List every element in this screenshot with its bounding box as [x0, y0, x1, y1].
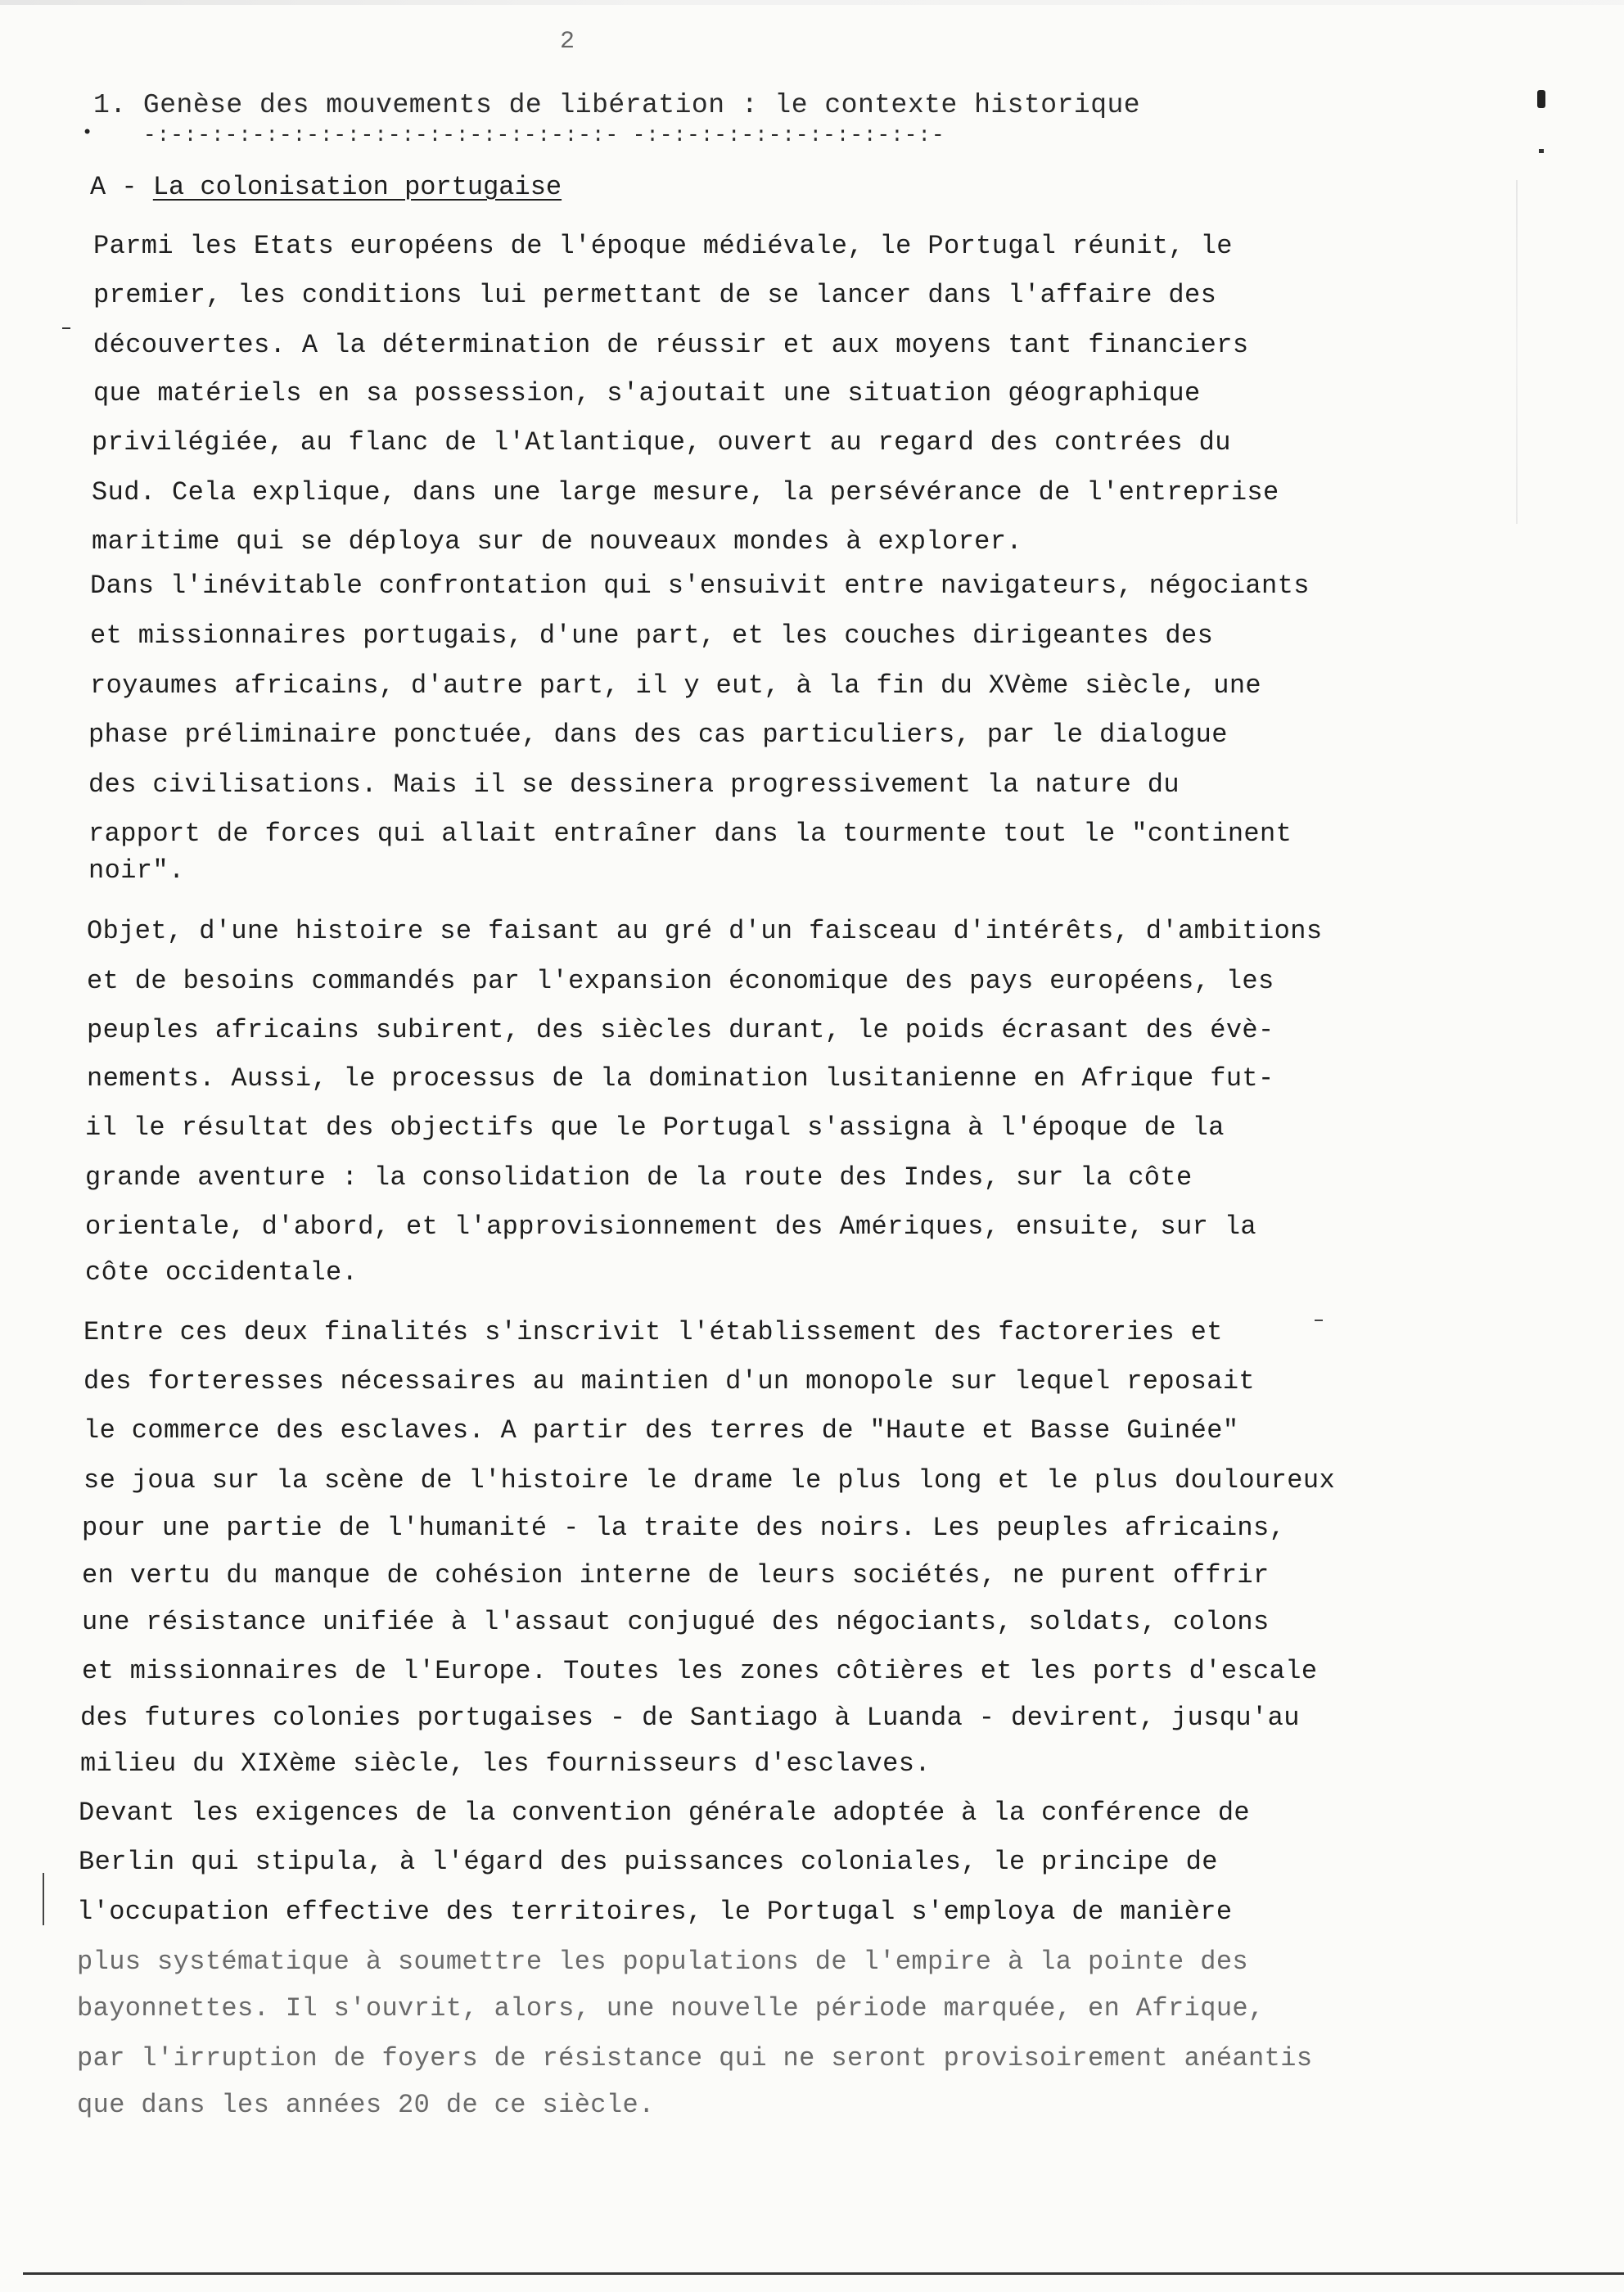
scan-fold-edge	[1516, 180, 1518, 524]
text-line: noir".	[88, 855, 185, 886]
text-line: grande aventure : la consolidation de la route des Indes, sur la côte	[85, 1162, 1193, 1193]
subsection-title: La colonisation portugaise	[152, 172, 562, 202]
text-line: Parmi les Etats européens de l'époque médiévale, le Portugal réunit, le	[93, 231, 1233, 261]
scan-bottom-edge	[23, 2272, 1624, 2275]
text-line: une résistance unifiée à l'assaut conjugué des négociants, soldats, colons	[82, 1607, 1270, 1637]
margin-dash	[62, 327, 70, 329]
text-line: l'occupation effective des territoires, le Portugal s'employa de manière	[77, 1897, 1233, 1927]
text-line: en vertu du manque de cohésion interne de leurs sociétés, ne purent offrir	[82, 1560, 1270, 1590]
text-line: milieu du XIXème siècle, les fournisseurs d'esclaves.	[80, 1748, 931, 1779]
subsection-prefix: A -	[90, 172, 153, 202]
page-number: 2	[560, 28, 575, 56]
text-line: le commerce des esclaves. A partir des terres de "Haute et Basse Guinée"	[83, 1415, 1239, 1446]
text-line: des futures colonies portugaises - de Santiago à Luanda - devirent, jusqu'au	[80, 1703, 1300, 1733]
text-line: bayonnettes. Il s'ouvrit, alors, une nouvelle période marquée, en Afrique,	[77, 1993, 1265, 2024]
text-line: et de besoins commandés par l'expansion économique des pays européens, les	[87, 966, 1274, 996]
text-line: pour une partie de l'humanité - la traite des noirs. Les peuples africains,	[82, 1513, 1286, 1543]
subsection-heading	[90, 172, 562, 202]
text-line: phase préliminaire ponctuée, dans des cas particuliers, par le dialogue	[88, 720, 1228, 750]
margin-dot	[1539, 149, 1544, 153]
text-line: par l'irruption de foyers de résistance qui ne seront provisoirement anéantis	[77, 2043, 1313, 2073]
text-line: Dans l'inévitable confrontation qui s'ensuivit entre navigateurs, négociants	[90, 571, 1310, 601]
text-line: privilégiée, au flanc de l'Atlantique, ouvert au regard des contrées du	[92, 427, 1231, 458]
margin-mark	[1537, 90, 1545, 108]
scan-top-edge	[0, 0, 1624, 5]
text-line: maritime qui se déploya sur de nouveaux mondes à explorer.	[92, 526, 1022, 557]
text-line: des civilisations. Mais il se dessinera progressivement la nature du	[88, 769, 1180, 800]
text-line: Sud. Cela explique, dans une large mesure, la persévérance de l'entreprise	[92, 477, 1279, 508]
text-line: découvertes. A la détermination de réussir et aux moyens tant financiers	[93, 330, 1249, 360]
text-line: orientale, d'abord, et l'approvisionnement des Amériques, ensuite, sur la	[85, 1211, 1257, 1242]
section-heading: 1. Genèse des mouvements de libération : le contexte historique	[93, 90, 1141, 120]
text-line: Devant les exigences de la convention générale adoptée à la conférence de	[79, 1798, 1251, 1828]
text-line: peuples africains subirent, des siècles durant, le poids écrasant des évè-	[87, 1015, 1274, 1045]
text-line: nements. Aussi, le processus de la domination lusitanienne en Afrique fut-	[87, 1063, 1274, 1094]
text-line: Objet, d'une histoire se faisant au gré d'un faisceau d'intérêts, d'ambitions	[87, 916, 1323, 946]
text-line: se joua sur la scène de l'histoire le drame le plus long et le plus douloureux	[83, 1465, 1336, 1496]
text-line: Berlin qui stipula, à l'égard des puissances coloniales, le principe de	[79, 1847, 1218, 1877]
text-line: rapport de forces qui allait entraîner dans la tourmente tout le "continent	[88, 819, 1292, 849]
text-line: royaumes africains, d'autre part, il y eut, à la fin du XVème siècle, une	[90, 670, 1262, 701]
text-line: que dans les années 20 de ce siècle.	[77, 2090, 655, 2120]
text-line: et missionnaires portugais, d'une part, et les couches dirigeantes des	[90, 620, 1214, 651]
text-line: que matériels en sa possession, s'ajoutait une situation géographique	[93, 378, 1201, 408]
text-line: des forteresses nécessaires au maintien d'un monopole sur lequel reposait	[83, 1366, 1256, 1396]
text-line: côte occidentale.	[85, 1257, 359, 1288]
heading-underline-rule: -:-:-:-:-:-:-:-:-:-:-:-:-:-:-:-:-:- -:-:-:-:-:-:-:-:-:-:-:-	[143, 123, 945, 147]
margin-vertical-bar	[43, 1873, 44, 1925]
text-line: il le résultat des objectifs que le Portugal s'assigna à l'époque de la	[85, 1112, 1225, 1143]
text-line: plus systématique à soumettre les populations de l'empire à la pointe des	[77, 1947, 1249, 1977]
text-line: premier, les conditions lui permettant de se lancer dans l'affaire des	[93, 280, 1217, 310]
text-line: et missionnaires de l'Europe. Toutes les zones côtières et les ports d'escale	[82, 1656, 1318, 1686]
margin-bullet: •	[82, 123, 93, 143]
text-line: Entre ces deux finalités s'inscrivit l'établissement des factoreries et	[83, 1317, 1223, 1347]
margin-dash-right	[1315, 1320, 1323, 1321]
